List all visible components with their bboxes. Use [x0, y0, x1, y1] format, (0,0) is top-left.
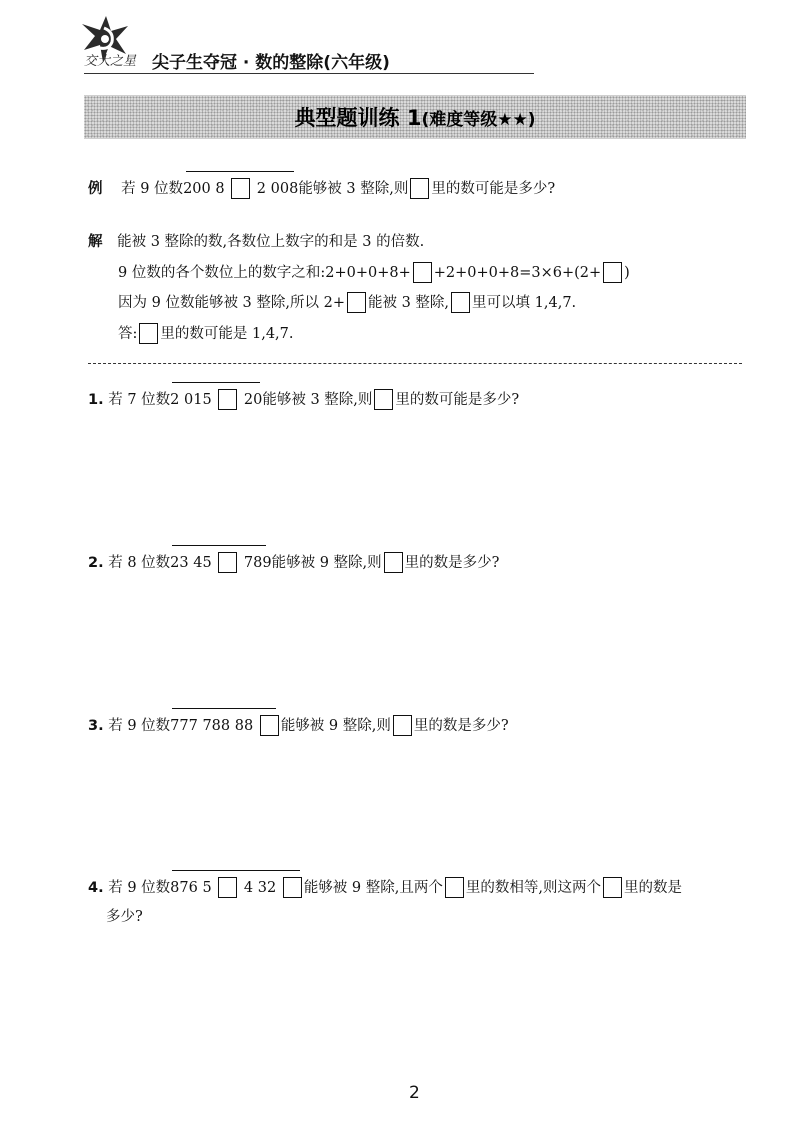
dashed-separator: [88, 363, 742, 364]
difficulty-label: (难度等级★★): [421, 110, 536, 130]
answer-box: [218, 552, 237, 573]
answer-box: [410, 178, 429, 199]
problem-2: 2. 若 8 位数23 45 789能够被 9 整除,则 里的数是多少?: [88, 552, 499, 573]
overline: [186, 171, 294, 172]
solution-line-3: 因为 9 位数能够被 3 整除,所以 2+ 能被 3 整除, 里可以填 1,4,7.: [118, 292, 576, 313]
answer-box: [139, 323, 158, 344]
overline: [172, 870, 300, 871]
solution-line-4: 答: 里的数可能是 1,4,7.: [118, 323, 294, 344]
answer-box: [384, 552, 403, 573]
answer-box: [393, 715, 412, 736]
answer-box: [260, 715, 279, 736]
overline: [172, 545, 266, 546]
answer-box: [218, 389, 237, 410]
answer-box: [231, 178, 250, 199]
answer-box: [283, 877, 302, 898]
answer-box: [413, 262, 432, 283]
problem-3: 3. 若 9 位数777 788 88 能够被 9 整除,则 里的数是多少?: [88, 715, 509, 736]
answer-box: [374, 389, 393, 410]
answer-box: [445, 877, 464, 898]
solution-line-1: 解 能被 3 整除的数,各数位上数字的和是 3 的倍数.: [88, 234, 425, 250]
example-question: 例 若 9 位数200 8 2 008能够被 3 整除,则 里的数可能是多少?: [88, 178, 555, 199]
answer-box: [218, 877, 237, 898]
section-banner: [84, 95, 746, 139]
overline: [172, 708, 276, 709]
brand-name: 交大之星: [84, 54, 137, 69]
page-number: 2: [409, 1083, 420, 1103]
header-rule: [84, 73, 534, 74]
example-label: 例: [88, 181, 103, 197]
overline: [172, 382, 260, 383]
problem-4: 4. 若 9 位数876 5 4 32 能够被 9 整除,且两个 里的数相等,则这两个 里的数是: [88, 877, 682, 898]
book-title: 尖子生夺冠 · 数的整除(六年级): [152, 53, 390, 73]
answer-box: [451, 292, 470, 313]
problem-1: 1. 若 7 位数2 015 20能够被 3 整除,则 里的数可能是多少?: [88, 389, 519, 410]
solution-line-2: 9 位数的各个数位上的数字之和:2+0+0+8+ +2+0+0+8=3×6+(2+ ): [118, 262, 630, 283]
answer-box: [347, 292, 366, 313]
answer-box: [603, 877, 622, 898]
answer-box: [603, 262, 622, 283]
section-title: 典型题训练 1: [294, 106, 422, 130]
problem-4-continued: 多少?: [106, 909, 143, 925]
solution-label: 解: [88, 234, 103, 250]
